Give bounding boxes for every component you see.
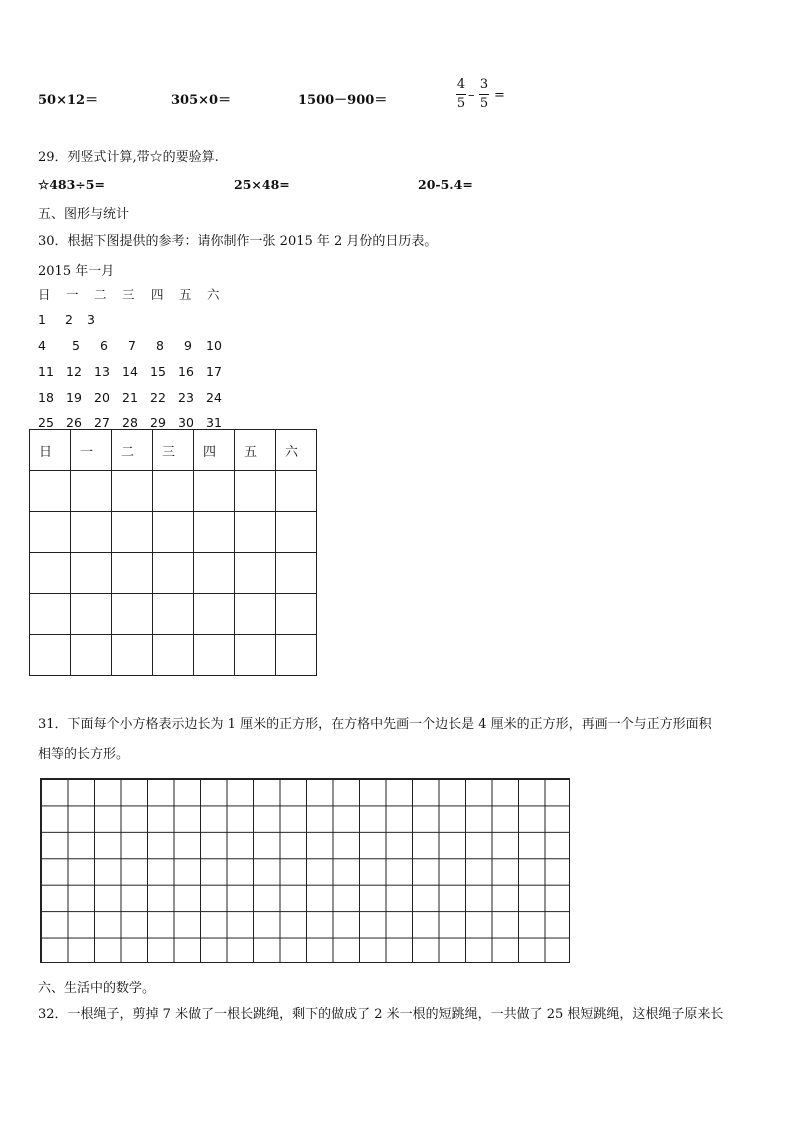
table-header-cell: 六 — [276, 430, 317, 471]
table-cell[interactable] — [30, 471, 71, 512]
question-32-line-1: 32．一根绳子，剪掉 7 米做了一根长跳绳，剩下的做成了 2 米一根的短跳绳，一共做了 25 根短跳绳，这根绳子原来长 — [38, 1007, 724, 1022]
blank-calendar-table — [29, 429, 317, 676]
table-row — [30, 635, 317, 676]
table-cell[interactable] — [194, 512, 235, 553]
table-cell[interactable] — [235, 594, 276, 635]
question-29-title: 29．列竖式计算,带☆的要验算. — [38, 150, 219, 165]
table-cell[interactable] — [30, 594, 71, 635]
table-cell[interactable] — [235, 512, 276, 553]
table-header-cell: 五 — [235, 430, 276, 471]
table-cell[interactable] — [112, 512, 153, 553]
calendar-reference-title: 2015 年一月 — [38, 264, 115, 279]
q29-item-3: 20-5.4= — [418, 177, 473, 192]
table-cell[interactable] — [112, 471, 153, 512]
question-31-line-1: 31．下面每个小方格表示边长为 1 厘米的正方形，在方格中先画一个边长是 4 厘米的正方形，再画一个与正方形面积 — [38, 717, 712, 732]
fraction-3-5: 3 5 — [479, 77, 489, 111]
table-cell[interactable] — [71, 471, 112, 512]
table-cell[interactable] — [235, 635, 276, 676]
table-row — [30, 594, 317, 635]
table-cell[interactable] — [194, 594, 235, 635]
table-cell[interactable] — [153, 471, 194, 512]
table-cell[interactable] — [235, 471, 276, 512]
equals-sign: = — [494, 88, 505, 103]
table-cell[interactable] — [194, 635, 235, 676]
calc-item-3: 1500－900＝ — [298, 93, 388, 108]
table-cell[interactable] — [71, 594, 112, 635]
table-cell[interactable] — [153, 553, 194, 594]
table-cell[interactable] — [112, 635, 153, 676]
table-row — [30, 512, 317, 553]
table-cell[interactable] — [276, 553, 317, 594]
fraction-4-5: 4 5 — [456, 77, 466, 111]
table-row — [30, 553, 317, 594]
question-30-title: 30．根据下图提供的参考：请你制作一张 2015 年 2 月份的日历表。 — [38, 234, 438, 249]
table-cell[interactable] — [276, 635, 317, 676]
table-header-cell: 日 — [30, 430, 71, 471]
table-row — [30, 471, 317, 512]
square-grid[interactable] — [40, 778, 570, 963]
section-heading-5: 五、图形与统计 — [38, 207, 130, 222]
table-cell[interactable] — [153, 512, 194, 553]
table-cell[interactable] — [112, 594, 153, 635]
table-cell[interactable] — [71, 553, 112, 594]
table-cell[interactable] — [153, 594, 194, 635]
table-header-cell: 四 — [194, 430, 235, 471]
table-header-cell: 一 — [71, 430, 112, 471]
calc-item-2: 305×0＝ — [171, 93, 232, 108]
table-cell[interactable] — [30, 635, 71, 676]
section-heading-6: 六、生活中的数学。 — [38, 981, 156, 996]
table-header-cell: 三 — [153, 430, 194, 471]
table-cell[interactable] — [235, 553, 276, 594]
table-cell[interactable] — [153, 635, 194, 676]
table-cell[interactable] — [71, 635, 112, 676]
q29-item-1: ☆483÷5= — [38, 177, 105, 192]
calc-item-1: 50×12＝ — [38, 93, 99, 108]
table-cell[interactable] — [194, 553, 235, 594]
table-cell[interactable] — [30, 512, 71, 553]
table-cell[interactable] — [71, 512, 112, 553]
question-31-line-2: 相等的长方形。 — [38, 747, 130, 762]
table-cell[interactable] — [276, 594, 317, 635]
table-cell[interactable] — [194, 471, 235, 512]
table-cell[interactable] — [276, 471, 317, 512]
q29-item-2: 25×48= — [234, 177, 290, 192]
table-header-cell: 二 — [112, 430, 153, 471]
table-cell[interactable] — [30, 553, 71, 594]
table-cell[interactable] — [112, 553, 153, 594]
table-header-row — [30, 430, 317, 471]
minus-sign: – — [468, 88, 475, 103]
table-cell[interactable] — [276, 512, 317, 553]
